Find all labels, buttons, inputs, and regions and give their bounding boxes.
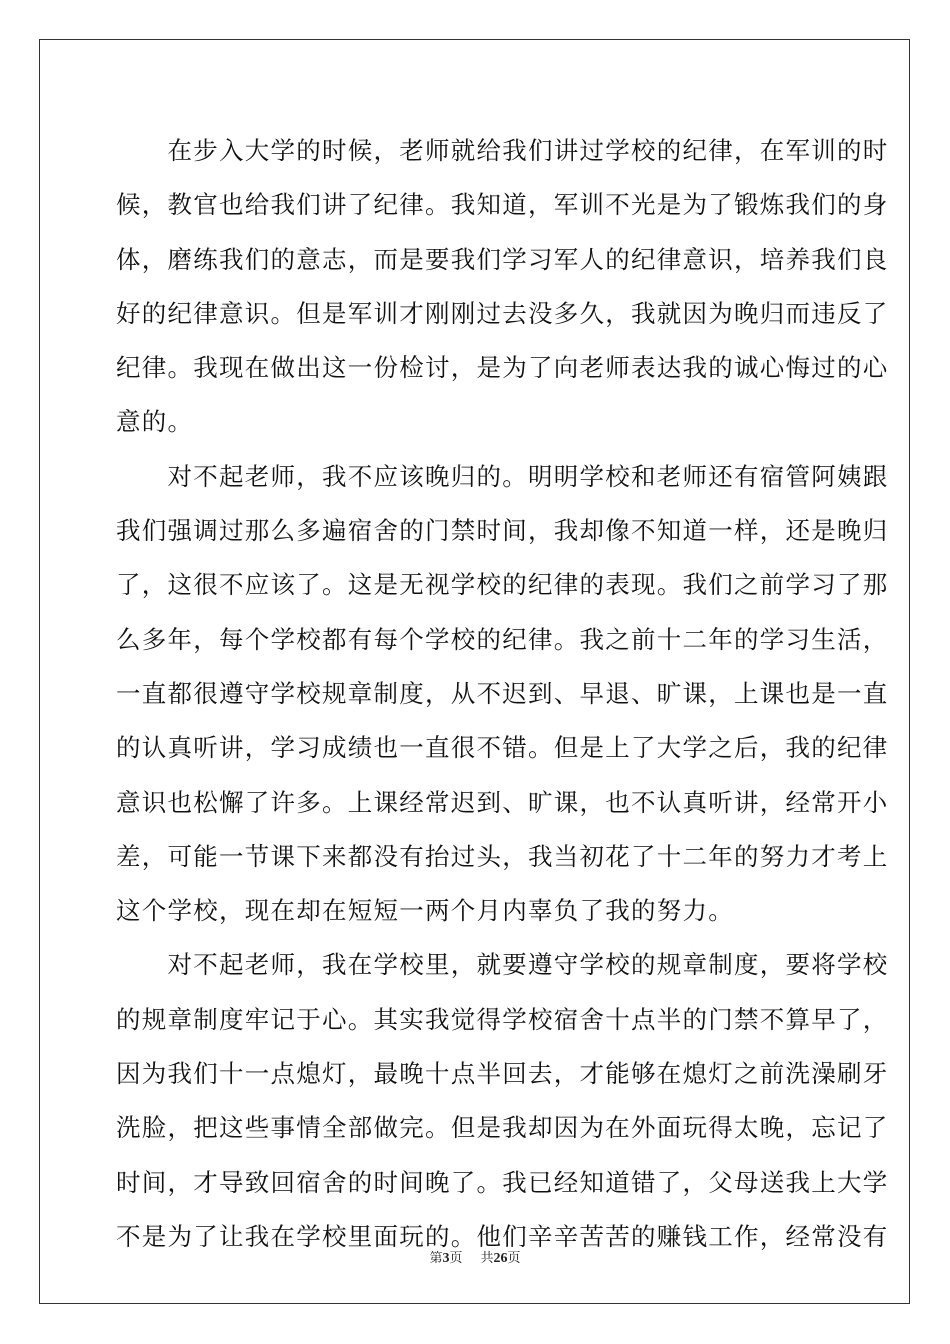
text-line: 么多年，每个学校都有每个学校的纪律。我之前十二年的学习生活， bbox=[116, 624, 889, 654]
text-line: 因为我们十一点熄灯，最晚十点半回去，才能够在熄灯之前洗澡刷牙 bbox=[116, 1059, 889, 1089]
text-line: 差，可能一节课下来都没有抬过头，我当初花了十二年的努力才考上 bbox=[116, 841, 889, 871]
text-line: 体，磨练我们的意志，而是要我们学习军人的纪律意识，培养我们良 bbox=[116, 244, 889, 274]
text-line: 好的纪律意识。但是军训才刚刚过去没多久，我就因为晚归而违反了 bbox=[116, 298, 889, 328]
total-label-suffix: 页 bbox=[507, 1251, 521, 1266]
text-line: 不是为了让我在学校里面玩的。他们辛辛苦苦的赚钱工作，经常没有 bbox=[116, 1221, 889, 1251]
total-pages: 26 bbox=[493, 1251, 508, 1266]
text-line: 这个学校，现在却在短短一两个月内辜负了我的努力。 bbox=[116, 896, 734, 926]
page-number: 3 bbox=[442, 1251, 450, 1266]
text-line: 洗脸，把这些事情全部做完。但是我却因为在外面玩得太晚，忘记了 bbox=[116, 1113, 889, 1143]
text-line: 的认真听讲，学习成绩也一直很不错。但是上了大学之后，我的纪律 bbox=[116, 733, 889, 763]
text-line: 对不起老师，我不应该晚归的。明明学校和老师还有宿管阿姨跟 bbox=[116, 461, 889, 491]
text-line: 在步入大学的时候，老师就给我们讲过学校的纪律，在军训的时 bbox=[116, 136, 889, 165]
page-footer bbox=[0, 1247, 950, 1267]
document-body bbox=[116, 124, 889, 1264]
text-line: 对不起老师，我在学校里，就要遵守学校的规章制度，要将学校 bbox=[116, 950, 889, 980]
text-line: 意识也松懈了许多。上课经常迟到、旷课，也不认真听讲，经常开小 bbox=[116, 787, 889, 817]
total-label-prefix: 共 bbox=[480, 1251, 494, 1266]
text-line: 意的。 bbox=[116, 407, 194, 437]
text-line: 了，这很不应该了。这是无视学校的纪律的表现。我们之前学习了那 bbox=[116, 570, 889, 600]
page-label-suffix: 页 bbox=[449, 1251, 463, 1266]
text-line: 我们强调过那么多遍宿舍的门禁时间，我却像不知道一样，还是晚归 bbox=[116, 516, 889, 546]
text-line: 纪律。我现在做出这一份检讨，是为了向老师表达我的诚心悔过的心 bbox=[116, 353, 889, 383]
text-line: 时间，才导致回宿舍的时间晚了。我已经知道错了，父母送我上大学 bbox=[116, 1167, 889, 1197]
text-line: 一直都很遵守学校规章制度，从不迟到、早退、旷课，上课也是一直 bbox=[116, 678, 889, 708]
page-label-prefix: 第 bbox=[429, 1251, 443, 1266]
text-line: 候，教官也给我们讲了纪律。我知道，军训不光是为了锻炼我们的身 bbox=[116, 190, 889, 220]
text-line: 的规章制度牢记于心。其实我觉得学校宿舍十点半的门禁不算早了， bbox=[116, 1004, 889, 1034]
